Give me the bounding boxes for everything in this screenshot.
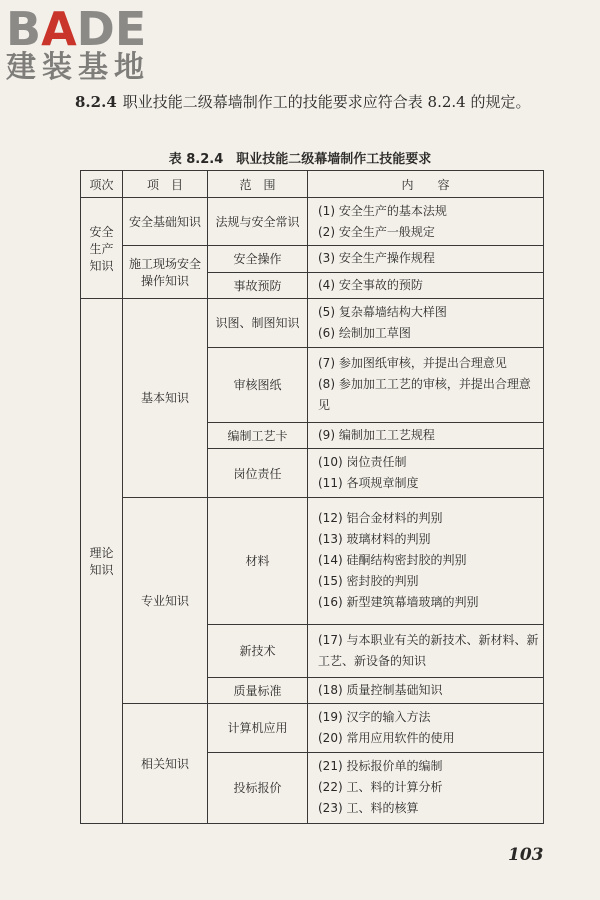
content-cell: (10) 岗位责任制 (11) 各项规章制度	[308, 449, 544, 498]
project-cell: 安全基础知识	[123, 198, 208, 246]
table-row	[81, 246, 544, 272]
range-cell: 岗位责任	[208, 449, 308, 498]
intro-text: 职业技能二级幕墙制作工的技能要求应符合表 8.2.4 的规定。	[122, 93, 531, 111]
range-cell: 计算机应用	[208, 704, 308, 753]
table-row	[81, 198, 544, 246]
content-cell: (21) 投标报价单的编制 (22) 工、料的计算分析 (23) 工、料的核算	[308, 752, 544, 823]
range-cell: 识图、制图知识	[208, 298, 308, 347]
content-cell: (9) 编制加工工艺规程	[308, 422, 544, 448]
range-cell: 材料	[208, 497, 308, 624]
header-cell: 范 围	[208, 171, 308, 198]
table-row	[81, 298, 544, 347]
project-cell: 施工现场安全操作知识	[123, 246, 208, 299]
range-cell: 审核图纸	[208, 347, 308, 422]
range-cell: 事故预防	[208, 272, 308, 298]
range-cell: 新技术	[208, 624, 308, 677]
content-cell: (3) 安全生产操作规程	[308, 246, 544, 272]
content-cell: (17) 与本职业有关的新技术、新材料、新工艺、新设备的知识	[308, 624, 544, 677]
range-cell: 安全操作	[208, 246, 308, 272]
logo-chinese: 建装基地	[6, 50, 150, 85]
table-header-row	[81, 171, 544, 198]
content-cell: (4) 安全事故的预防	[308, 272, 544, 298]
group-cell: 安全生产知识	[81, 198, 123, 299]
project-cell: 相关知识	[123, 704, 208, 824]
header-cell: 项次	[81, 171, 123, 198]
range-cell: 法规与安全常识	[208, 198, 308, 246]
section-number: 8.2.4	[75, 93, 117, 111]
content-cell: (5) 复杂幕墙结构大样图 (6) 绘制加工草图	[308, 298, 544, 347]
header-cell: 内 容	[308, 171, 544, 198]
content-cell: (19) 汉字的输入方法 (20) 常用应用软件的使用	[308, 704, 544, 753]
range-cell: 编制工艺卡	[208, 422, 308, 448]
project-cell: 专业知识	[123, 497, 208, 703]
content-cell: (12) 铝合金材料的判别 (13) 玻璃材料的判别 (14) 硅酮结构密封胶的判别 (15) 密封胶的判别 (16) 新型建筑幕墙玻璃的判别	[308, 497, 544, 624]
content-cell: (7) 参加图纸审核，并提出合理意见 (8) 参加加工工艺的审核，并提出合理意见	[308, 347, 544, 422]
content-cell: (18) 质量控制基础知识	[308, 677, 544, 703]
content-cell: (1) 安全生产的基本法规 (2) 安全生产一般规定	[308, 198, 544, 246]
table-row	[81, 704, 544, 753]
skills-table	[80, 170, 544, 824]
logo-wordmark: BADE	[6, 2, 147, 56]
range-cell: 质量标准	[208, 677, 308, 703]
intro-paragraph	[75, 90, 555, 115]
logo	[6, 4, 150, 84]
table-row	[81, 497, 544, 624]
range-cell: 投标报价	[208, 752, 308, 823]
project-cell: 基本知识	[123, 298, 208, 497]
group-cell: 理论知识	[81, 298, 123, 823]
table-caption: 表 8.2.4 职业技能二级幕墙制作工技能要求	[168, 152, 432, 167]
header-cell: 项 目	[123, 171, 208, 198]
page-number: 103	[508, 845, 544, 865]
